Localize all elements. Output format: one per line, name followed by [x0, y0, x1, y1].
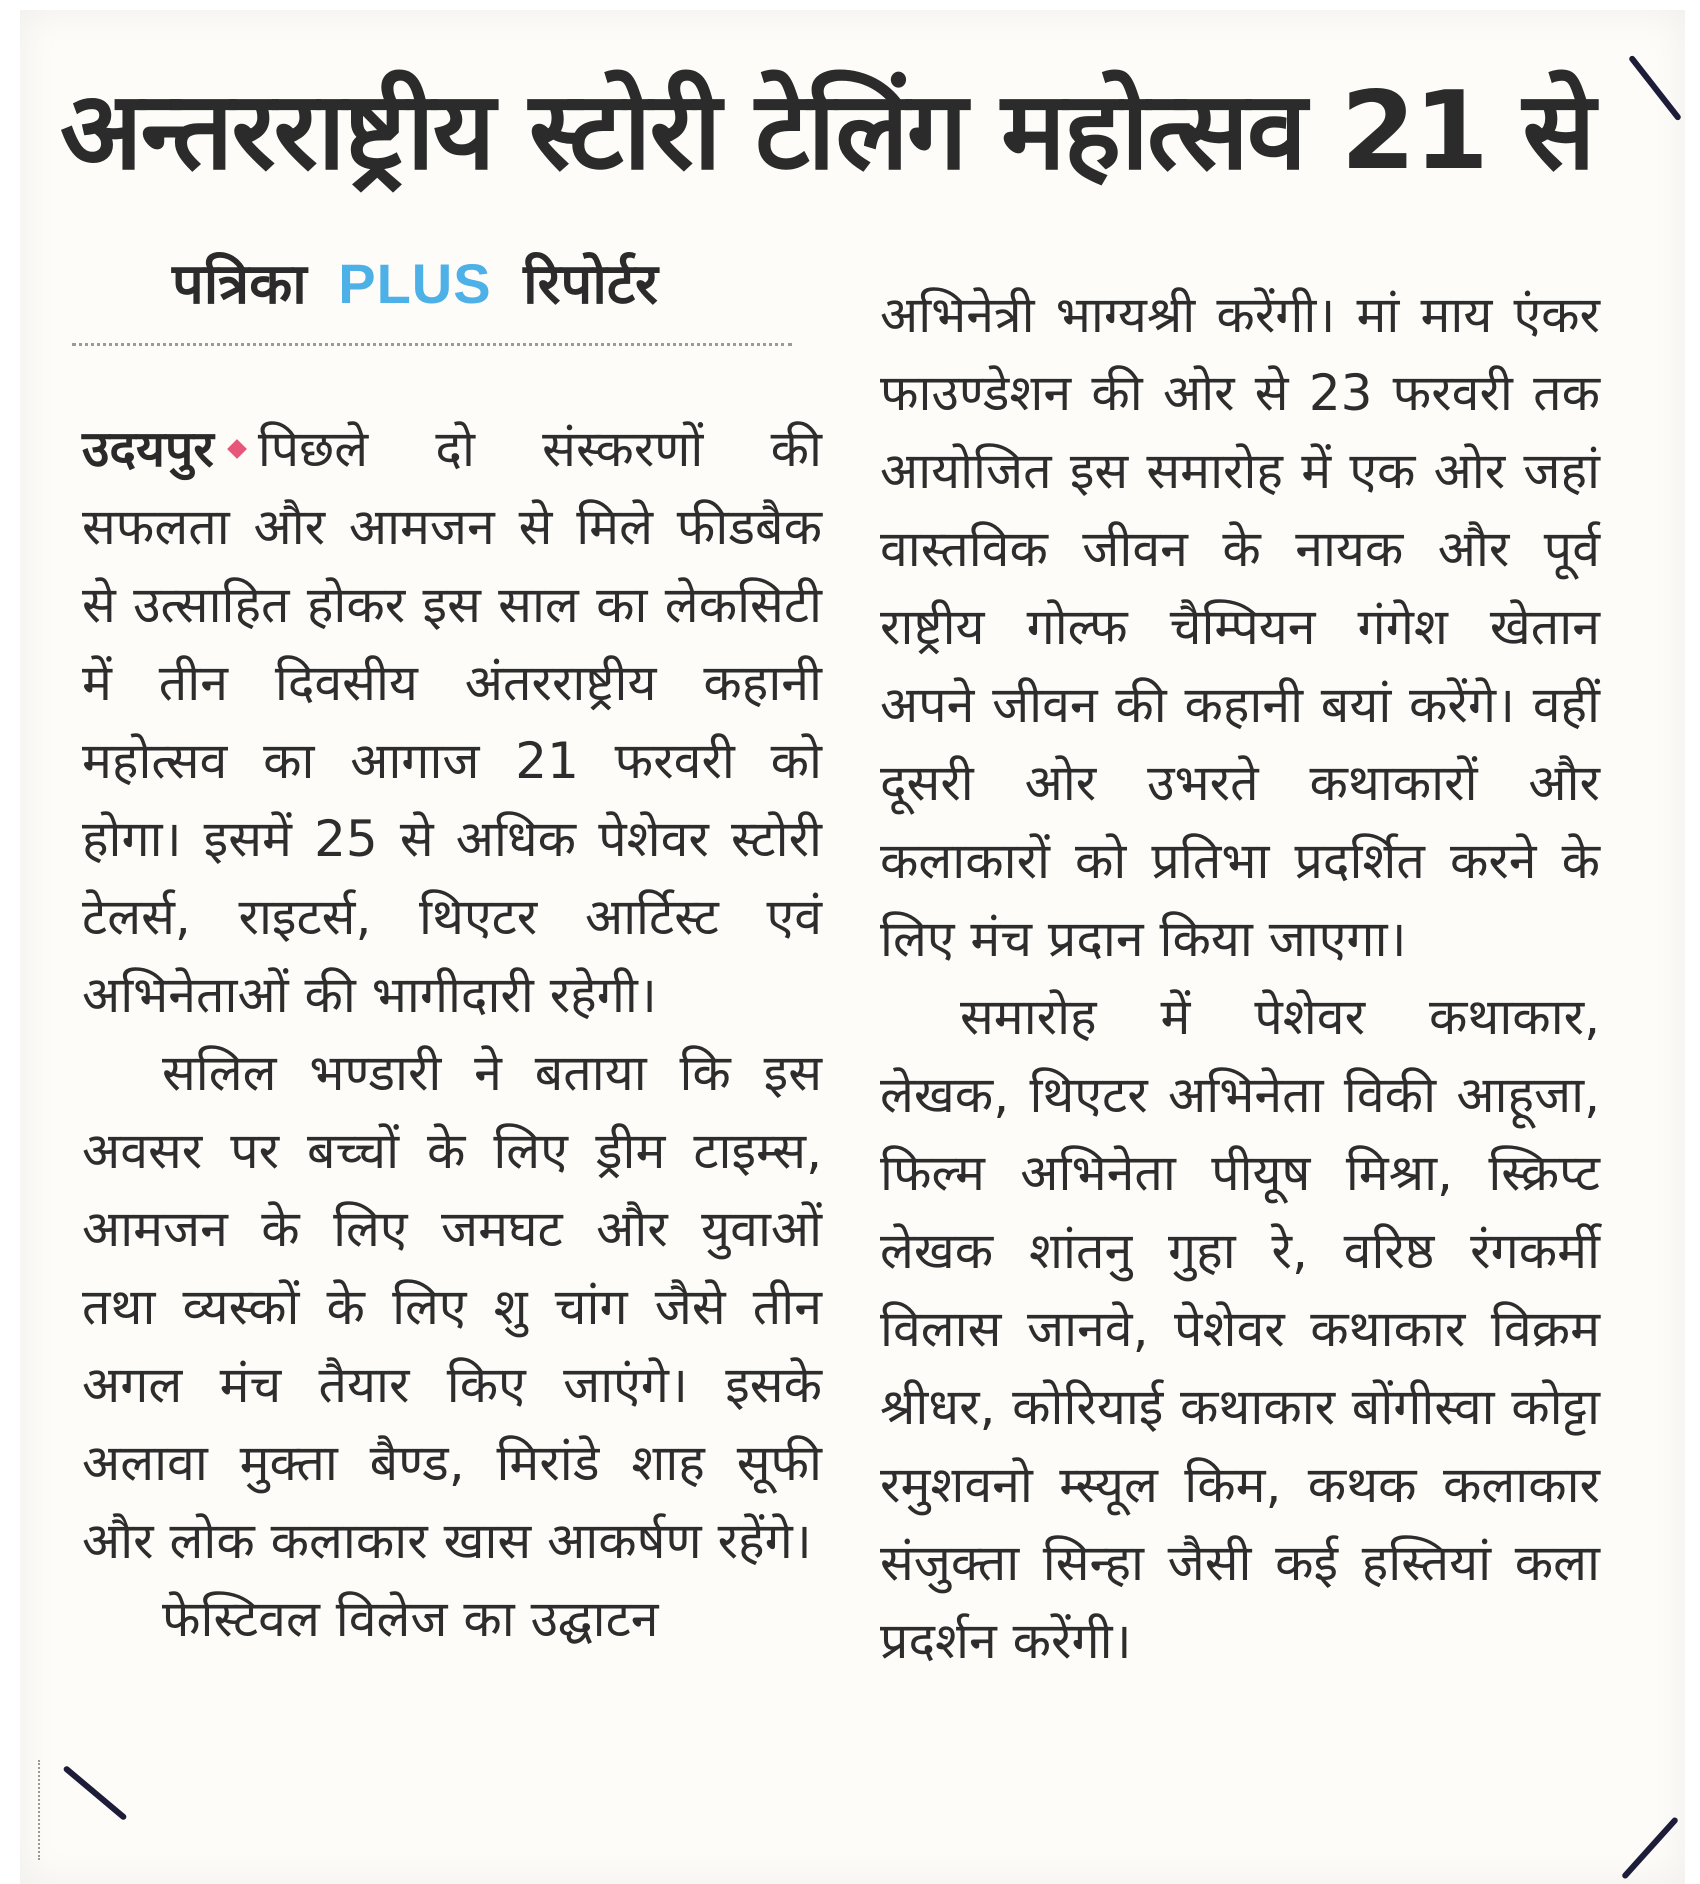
article-column-right — [880, 276, 1600, 1680]
edge-perforation — [38, 1760, 42, 1860]
byline-suffix: रिपोर्टर — [523, 252, 658, 317]
paragraph: सलिल भण्डारी ने बताया कि इस अवसर पर बच्चों के लिए ड्रीम टाइम्स, आमजन के लिए जमघट और युवाओं तथा व्यस्कों के लिए शु चांग जैसे तीन अगल मंच तैयार किए जाएंगे। इसके अलावा मुक्ता बैण्ड, मिरांडे शाह सूफी और लोक कलाकार खास आकर्षण रहेंगे। — [82, 1044, 822, 1570]
paragraph: अभिनेत्री भाग्यश्री करेंगी। मां माय एंकर फाउण्डेशन की ओर से 23 फरवरी तक आयोजित इस समारोह में एक ओर जहां वास्तविक जीवन के नायक और पूर्व राष्ट्रीय गोल्फ चैम्पियन गंगेश खेतान अपने जीवन की कहानी बयां करेंगे। वहीं दूसरी ओर उभरते कथाकारों और कलाकारों को प्रतिभा प्रदर्शित करने के लिए मंच प्रदान किया जाएगा। — [880, 286, 1600, 968]
bullet-diamond-icon — [227, 439, 247, 459]
paragraph: समारोह में पेशेवर कथाकार, लेखक, थिएटर अभिनेता विकी आहूजा, फिल्म अभिनेता पीयूष मिश्रा, स्क्रिप्ट लेखक शांतनु गुहा रे, वरिष्ठ रंगकर्मी विलास जानवे, पेशेवर कथाकार विक्रम श्रीधर, कोरियाई कथाकार बोंगीस्वा कोट्टा रमुशवनो म्स्यूल किम, कथक कलाकार संजुक्ता सिन्हा जैसी कई हस्तियां कला प्रदर्शन करेंगी। — [880, 988, 1600, 1670]
byline — [172, 244, 658, 324]
brand-plus-logo: PLUS — [338, 252, 492, 315]
dateline: उदयपुर — [82, 420, 214, 478]
headline: अन्तरराष्ट्रीय स्टोरी टेलिंग महोत्सव 21 से — [60, 69, 1594, 194]
article-column-left — [82, 410, 822, 1658]
paragraph — [82, 410, 822, 1034]
byline-prefix: पत्रिका — [172, 252, 307, 317]
byline-divider — [72, 343, 792, 346]
paragraph-text: पिछले दो संस्करणों की सफलता और आमजन से मिले फीडबैक से उत्साहित होकर इस साल का लेकसिटी में तीन दिवसीय अंतरराष्ट्रीय कहानी महोत्सव का आगाज 21 फरवरी को होगा। इसमें 25 से अधिक पेशेवर स्टोरी टेलर्स, राइटर्स, थिएटर आर्टिस्ट एवं अभिनेताओं की भागीदारी रहेगी। — [82, 420, 822, 1024]
paragraph: फेस्टिवल विलेज का उद्घाटन — [162, 1590, 659, 1648]
